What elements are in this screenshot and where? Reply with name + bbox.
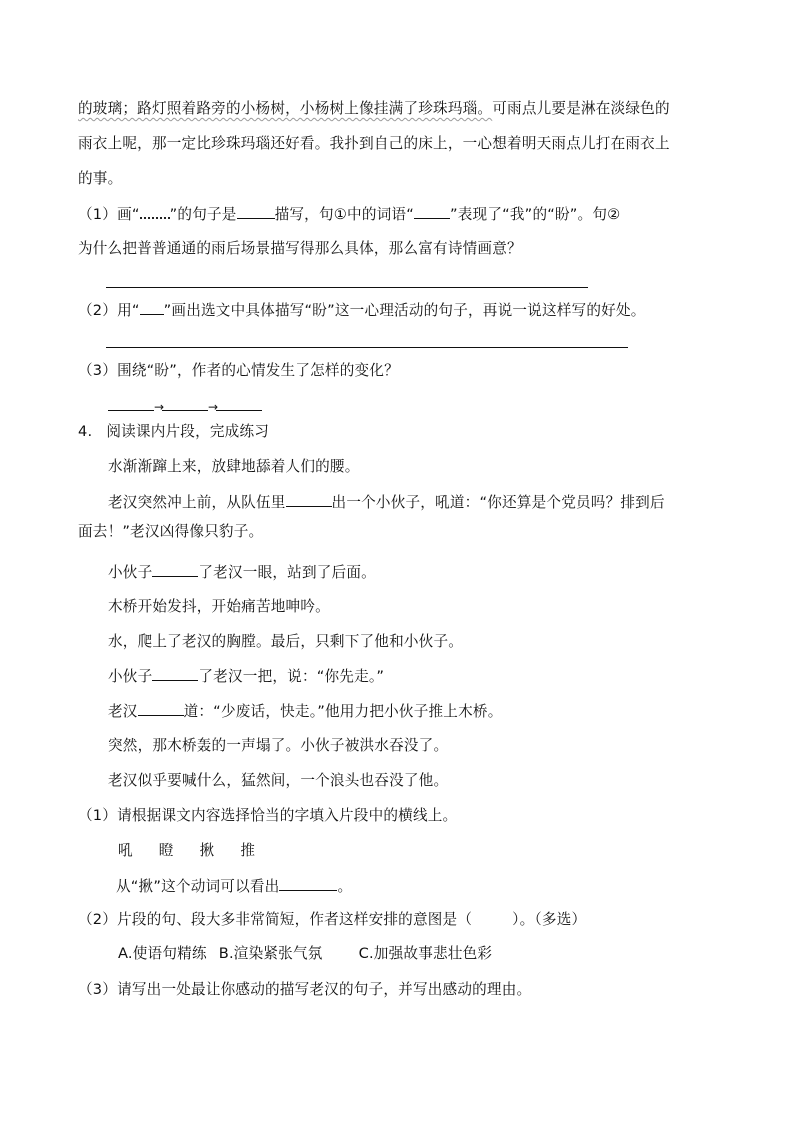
excerpt-paragraph-5: 水，爬上了老汉的胸膛。最后，只剩下了他和小伙子。 <box>108 633 464 650</box>
excerpt-paragraph-8: 突然，那木桥轰的一声塌了。小伙子被洪水吞没了。 <box>108 737 449 754</box>
excerpt-paragraph-4: 木桥开始发抖，开始痛苦地呻吟。 <box>108 598 330 615</box>
p2-text-a: 老汉突然冲上前，从队伍里 <box>108 494 286 511</box>
passage-line-1 <box>78 99 670 119</box>
p6-text-a: 小伙子 <box>108 668 153 685</box>
s4q2-text-b: ）。（多选） <box>512 911 587 928</box>
answer-blank[interactable] <box>138 701 184 716</box>
passage-line-3: 的事。 <box>78 170 123 187</box>
excerpt-paragraph-2-cont: 面去！”老汉凶得像只豹子。 <box>78 523 264 540</box>
p7-text-a: 老汉 <box>108 703 138 720</box>
wavy-line-mark <box>140 205 170 219</box>
answer-blank[interactable] <box>152 666 198 681</box>
passage-line-2: 雨衣上呢，那一定比珍珠玛瑙还好看。我扑到自己的床上，一心想着明天雨点儿打在雨衣上 <box>78 135 670 152</box>
passage-line-1-rest: 可雨点儿要是淋在淡绿色的 <box>492 100 670 117</box>
excerpt-paragraph-2 <box>108 492 665 513</box>
section-title: 阅读课内片段，完成练习 <box>106 423 270 440</box>
q1-text-c: 描写，句①中的词语“ <box>274 206 414 223</box>
q1-text-d: ”表现了“我”的“盼”。句② <box>449 206 621 223</box>
word-choice: 瞪 <box>158 842 174 859</box>
p3-text-a: 小伙子 <box>108 564 153 581</box>
answer-blank[interactable] <box>279 876 337 891</box>
q2-text-b: ”画出选文中具体描写“盼”这一心理活动的句子，再说一说这样写的好处。 <box>163 302 646 319</box>
question-2 <box>78 300 646 321</box>
option-a[interactable]: A.使语句精练 <box>118 945 207 962</box>
excerpt-paragraph-6 <box>108 666 384 687</box>
answer-blank[interactable] <box>414 204 450 219</box>
p6-text-b: 了老汉一把，说：“你先走。” <box>198 668 385 685</box>
q1-text-b: ”的句子是 <box>169 206 237 223</box>
right-arrow-icon: → <box>154 400 165 414</box>
s4-question-2 <box>78 910 586 930</box>
excerpt-paragraph-9: 老汉似乎要喊什么，猛然间，一个浪头也吞没了他。 <box>108 772 449 789</box>
answer-blank[interactable] <box>162 396 208 411</box>
mood-change-chain <box>108 396 262 417</box>
excerpt-paragraph-1: 水渐渐蹿上来，放肆地舔着人们的腰。 <box>108 458 360 475</box>
s4q2-text-a: （2）片段的句、段大多非常简短，作者这样安排的意图是（ <box>78 911 473 928</box>
sub-text-a: 从“揪”这个动词可以看出 <box>116 878 280 895</box>
option-b[interactable]: B.渲染紧张气氛 <box>218 945 323 962</box>
word-choices <box>118 841 281 861</box>
s4-question-2-options <box>118 944 492 964</box>
question-1-line-1 <box>78 204 620 225</box>
sub-text-b: 。 <box>337 878 353 895</box>
answer-blank[interactable] <box>286 492 332 507</box>
p7-text-b: 道：“少废话，快走。”他用力把小伙子推上木桥。 <box>183 703 503 720</box>
excerpt-paragraph-7 <box>108 701 503 722</box>
answer-line[interactable] <box>106 287 588 288</box>
option-c[interactable]: C.加强故事悲壮色彩 <box>358 945 493 962</box>
s4-question-3: （3）请写出一处最让你感动的描写老汉的句子，并写出感动的理由。 <box>78 981 532 998</box>
answer-blank[interactable] <box>108 396 154 411</box>
s4-question-1-sub <box>116 876 352 897</box>
answer-blank[interactable] <box>216 396 262 411</box>
question-1-line-2: 为什么把普普通通的雨后场景描写得那么具体，那么富有诗情画意？ <box>78 240 522 257</box>
q1-text-a: （1）画“ <box>78 206 140 223</box>
right-arrow-icon: → <box>208 400 219 414</box>
answer-line[interactable] <box>106 347 628 348</box>
straight-line-mark <box>140 300 164 315</box>
q2-text-a: （2）用“ <box>78 302 140 319</box>
wavy-underlined-sentence: 的玻璃；路灯照着路旁的小杨树，小杨树上像挂满了珍珠玛瑙。 <box>78 100 493 117</box>
s4-question-1: （1）请根据课文内容选择恰当的字填入片段中的横线上。 <box>78 807 458 824</box>
p3-text-b: 了老汉一眼，站到了后面。 <box>198 564 376 581</box>
question-3: （3）围绕“盼”，作者的心情发生了怎样的变化？ <box>78 362 399 379</box>
excerpt-paragraph-3 <box>108 562 376 583</box>
answer-blank[interactable] <box>237 204 275 219</box>
section-4-header <box>78 422 269 442</box>
answer-blank[interactable] <box>152 562 198 577</box>
word-choice: 揪 <box>199 842 215 859</box>
word-choice: 推 <box>240 842 256 859</box>
section-number: 4. <box>78 423 93 440</box>
p2-text-b: 出一个小伙子，吼道：“你还算是个党员吗？排到后 <box>331 494 665 511</box>
word-choice: 吼 <box>118 842 133 859</box>
